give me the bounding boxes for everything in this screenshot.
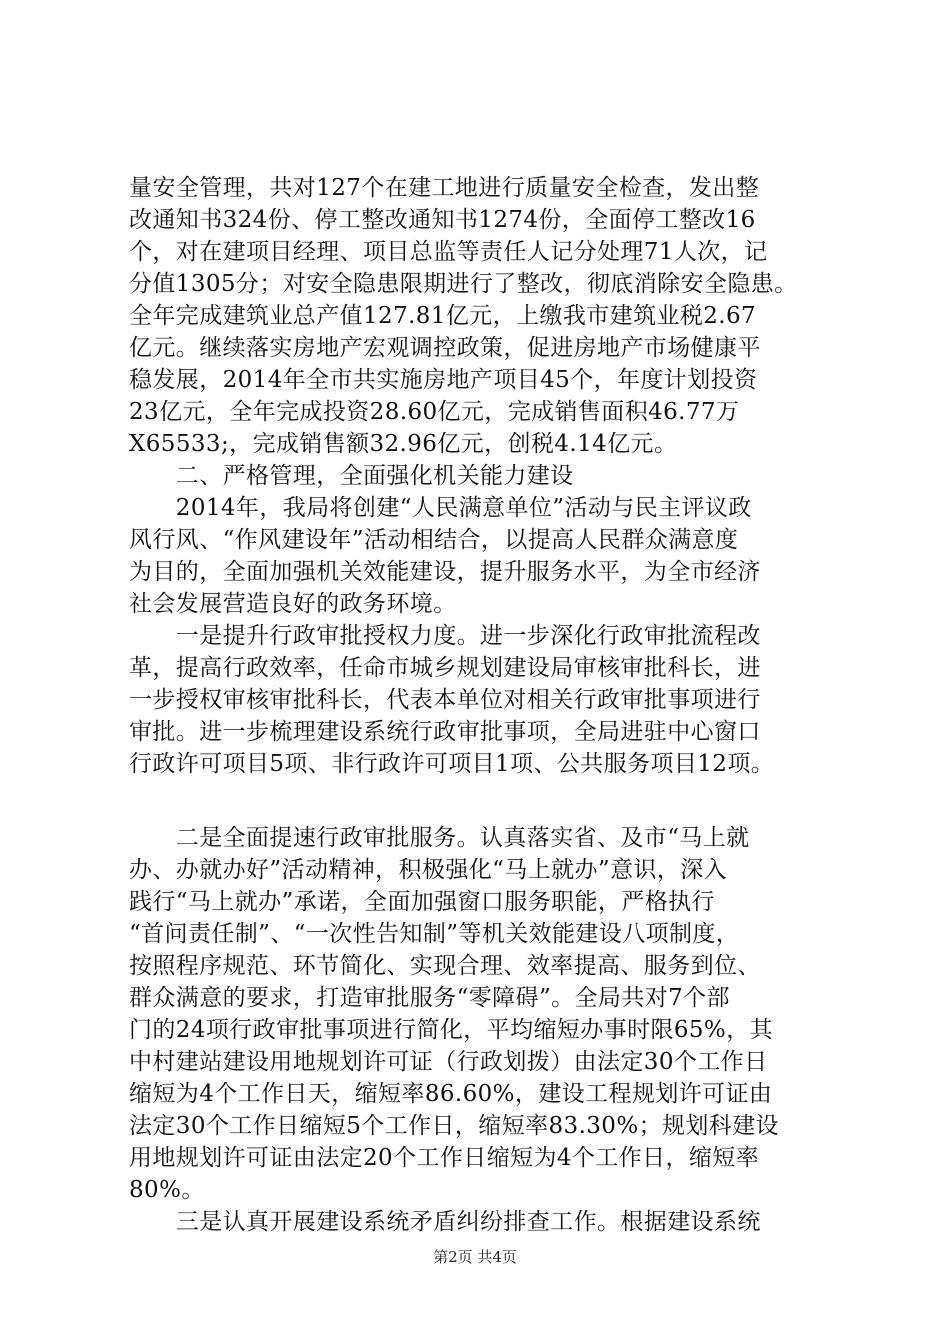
text-line: 法定30个工作日缩短5个工作日，缩短率83.30%；规划科建设 bbox=[129, 1113, 779, 1139]
text-line: 个，对在建项目经理、项目总监等责任人记分处理71人次，记 bbox=[129, 239, 768, 265]
text-line: 缩短为4个工作日天，缩短率86.60%，建设工程规划许可证由 bbox=[129, 1081, 773, 1107]
text-line: 为目的，全面加强机关效能建设，提升服务水平，为全市经济 bbox=[129, 559, 761, 585]
text-line: 风行风、“作风建设年”活动相结合，以提高人民群众满意度 bbox=[129, 527, 739, 553]
text-line: 量安全管理，共对127个在建工地进行质量安全检查，发出整 bbox=[129, 175, 760, 201]
document-body bbox=[129, 172, 827, 1238]
text-line: 亿元。继续落实房地产宏观调控政策，促进房地产市场健康平 bbox=[129, 335, 761, 361]
text-line: 中村建站建设用地规划许可证（行政划拨）由法定30个工作日 bbox=[129, 1049, 768, 1075]
text-line: 一是提升行政审批授权力度。进一步深化行政审批流程改 bbox=[129, 623, 761, 649]
text-line: 二是全面提速行政审批服务。认真落实省、及市“马上就 bbox=[129, 825, 750, 851]
text-line: 分值1305分；对安全隐患限期进行了整改，彻底消除安全隐患。 bbox=[129, 271, 798, 297]
text-line: 80%。 bbox=[129, 1177, 205, 1203]
page-number-footer: 第2页 共4页 bbox=[433, 1248, 517, 1266]
text-line: X65533;，完成销售额32.96亿元，创税4.14亿元。 bbox=[129, 431, 678, 457]
text-line: 办、办就办好”活动精神，积极强化“马上就办”意识，深入 bbox=[129, 857, 728, 883]
text-line: 23亿元，全年完成投资28.60亿元，完成销售面积46.77万 bbox=[129, 399, 740, 425]
text-line: 按照程序规范、环节简化、实现合理、效率提高、服务到位、 bbox=[129, 953, 761, 979]
text-line: 行政许可项目5项、非行政许可项目1项、公共服务项目12项。 bbox=[129, 751, 775, 777]
text-line: 用地规划许可证由法定20个工作日缩短为4个工作日，缩短率 bbox=[129, 1145, 760, 1171]
text-line: 门的24项行政审批事项进行简化，平均缩短办事时限65%，其 bbox=[129, 1017, 773, 1043]
text-line: 一步授权审核审批科长，代表本单位对相关行政审批事项进行 bbox=[129, 687, 761, 713]
section-heading: 二、严格管理，全面强化机关能力建设 bbox=[129, 463, 574, 489]
text-line: 稳发展，2014年全市共实施房地产项目45个，年度计划投资 bbox=[129, 367, 758, 393]
text-line: 三是认真开展建设系统矛盾纠纷排查工作。根据建设系统 bbox=[129, 1209, 761, 1235]
text-line: 革，提高行政效率，任命市城乡规划建设局审核审批科长，进 bbox=[129, 655, 761, 681]
text-line: 社会发展营造良好的政务环境。 bbox=[129, 591, 457, 617]
text-line: 全年完成建筑业总产值127.81亿元，上缴我市建筑业税2.67 bbox=[129, 303, 757, 329]
paragraph-gap bbox=[129, 780, 827, 822]
text-line: 2014年，我局将创建“人民满意单位”活动与民主评议政 bbox=[129, 495, 752, 521]
text-line: 审批。进一步梳理建设系统行政审批事项，全局进驻中心窗口 bbox=[129, 719, 761, 745]
text-line: “首问责任制”、“一次性告知制”等机关效能建设八项制度， bbox=[129, 921, 740, 947]
text-line: 改通知书324份、停工整改通知书1274份，全面停工整改16 bbox=[129, 207, 756, 233]
text-line: 群众满意的要求，打造审批服务“零障碍”。全局共对7个部 bbox=[129, 985, 730, 1011]
text-line: 践行“马上就办”承诺，全面加强窗口服务职能，严格执行 bbox=[129, 889, 715, 915]
